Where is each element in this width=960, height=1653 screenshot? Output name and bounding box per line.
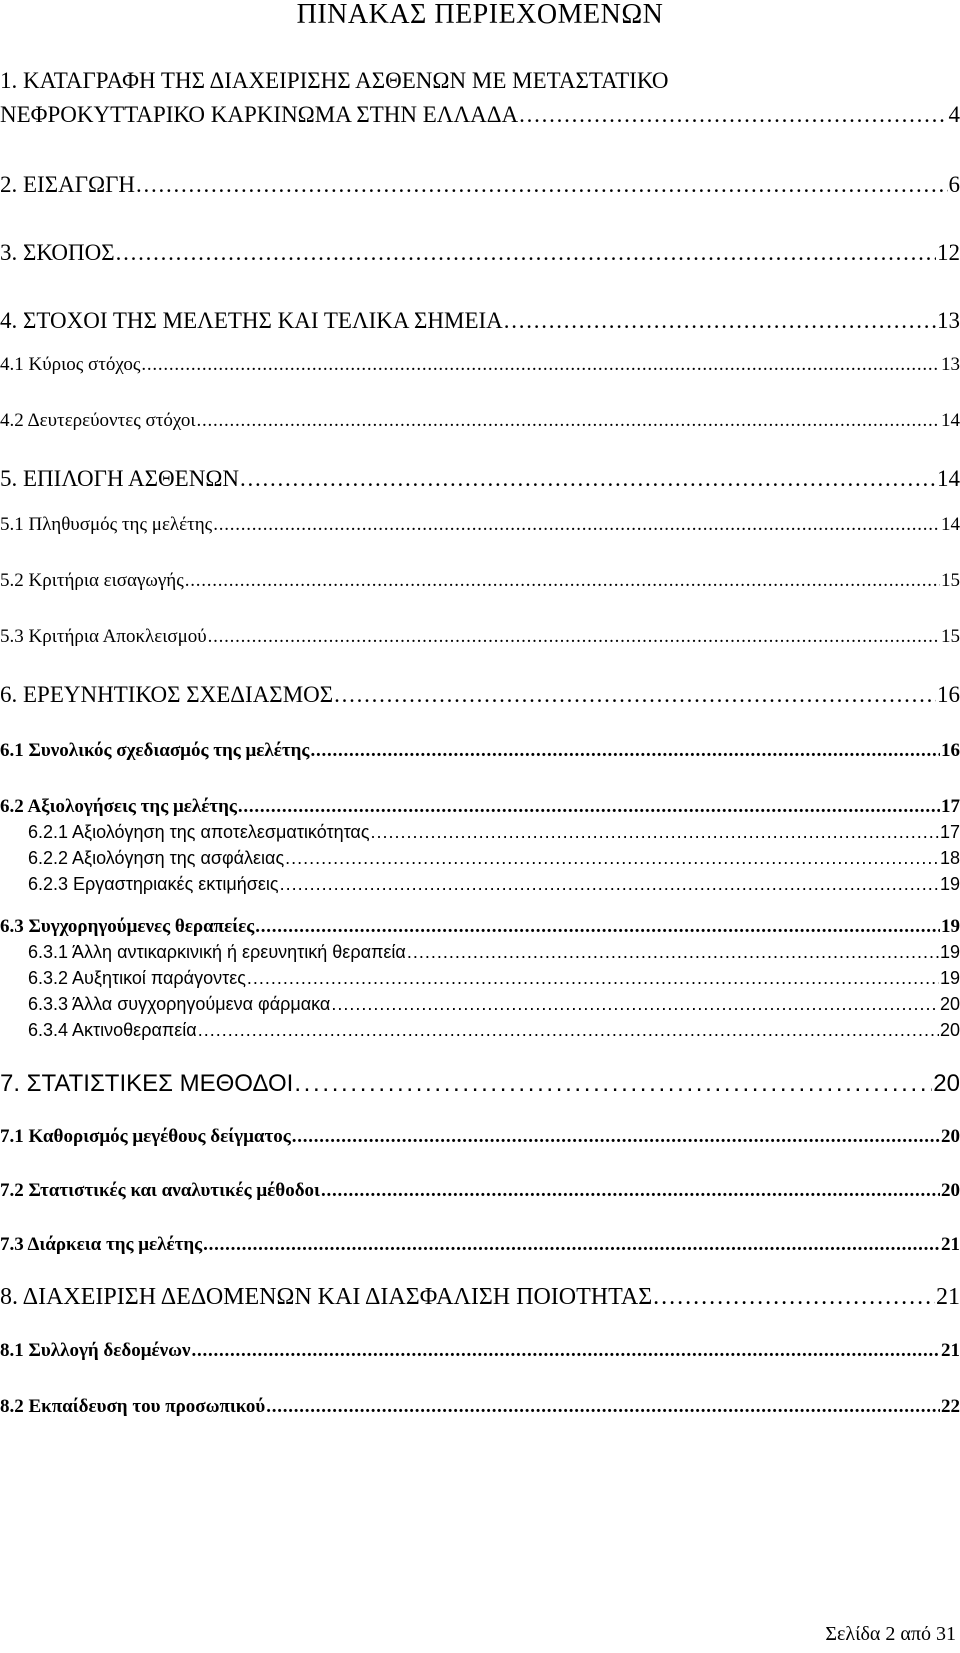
toc-entry-5-1[interactable] [0, 514, 960, 536]
toc-entry-label: 7.1 Καθορισμός μεγέθους δείγματος [0, 1126, 291, 1147]
toc-page-number: 14 [941, 514, 960, 535]
toc-page-number: 19 [941, 916, 960, 937]
toc-page-number: 22 [941, 1396, 960, 1417]
dot-leader [371, 822, 939, 843]
toc-entry-4[interactable] [0, 308, 960, 334]
dot-leader [280, 874, 939, 895]
toc-entry-label: 3. ΣΚΟΠΟΣ [0, 240, 115, 265]
toc-page-number: 6 [948, 172, 960, 197]
toc-entry-label: 7.3 Διάρκεια της μελέτης [0, 1234, 203, 1255]
toc-page-number: 21 [941, 1340, 960, 1361]
toc-page-number: 19 [939, 874, 960, 894]
dot-leader [653, 1284, 935, 1311]
dot-leader [198, 1020, 939, 1041]
dot-leader [197, 410, 940, 432]
toc-entry-label: 2. ΕΙΣΑΓΩΓΗ [0, 172, 136, 197]
toc-page-number: 14 [941, 410, 960, 431]
toc-entry-label: ΝΕΦΡΟΚΥΤΤΑΡΙΚΟ ΚΑΡΚΙΝΩΜΑ ΣΤΗΝ ΕΛΛΑΔΑ [0, 102, 519, 127]
toc-entry-6-2-2[interactable] [28, 848, 960, 869]
toc-page-number: 20 [939, 1020, 960, 1040]
toc-entry-label: 7. ΣΤΑΤΙΣΤΙΚΕΣ ΜΕΘΟΔΟΙ [0, 1070, 294, 1097]
dot-leader [203, 1234, 940, 1256]
toc-entry-label: 6.2.2 Αξιολόγηση της ασφάλειας [28, 848, 285, 868]
toc-page-number: 16 [941, 740, 960, 761]
toc-page-number: 16 [937, 682, 960, 707]
toc-entry-8-1[interactable] [0, 1340, 960, 1362]
toc-entry-label: 6.1 Συνολικός σχεδιασμός της μελέτης [0, 740, 310, 761]
toc-entry-5[interactable] [0, 466, 960, 492]
dot-leader [238, 796, 940, 818]
toc-page-number: 13 [937, 308, 960, 333]
toc-entry-label: 8. ΔΙΑΧΕΙΡΙΣΗ ΔΕΔΟΜΕΝΩΝ ΚΑΙ ΔΙΑΣΦΑΛΙΣΗ ΠΟΙΟΤΗΤΑΣ [0, 1284, 653, 1310]
toc-entry-label: 5.2 Κριτήρια εισαγωγής [0, 570, 184, 591]
toc-entry-6-3[interactable] [0, 916, 960, 938]
toc-entry-6-2-3[interactable] [28, 874, 960, 895]
toc-entry-label: 8.1 Συλλογή δεδομένων [0, 1340, 191, 1361]
toc-entry-4-2[interactable] [0, 410, 960, 432]
toc-page-number: 12 [937, 240, 960, 265]
toc-entry-8-2[interactable] [0, 1396, 960, 1418]
toc-entry-6-3-1[interactable] [28, 942, 960, 963]
toc-entry-7-1[interactable] [0, 1126, 960, 1148]
toc-page-number: 15 [941, 626, 960, 647]
dot-leader [141, 354, 940, 376]
dot-leader [285, 848, 939, 869]
toc-entry-label: 6.3.1 Άλλη αντικαρκινική ή ερευνητική θεραπεία [28, 942, 406, 962]
dot-leader [334, 682, 936, 708]
toc-entry-label: 5. ΕΠΙΛΟΓΗ ΑΣΘΕΝΩΝ [0, 466, 240, 491]
toc-entry-3[interactable] [0, 240, 960, 266]
toc-entry-label: 6.2 Αξιολογήσεις της μελέτης [0, 796, 237, 817]
dot-leader [255, 916, 940, 938]
toc-page-number: 19 [939, 942, 960, 962]
dot-leader [331, 994, 939, 1015]
toc-entry-5-2[interactable] [0, 570, 960, 592]
toc-entry-label: 6.3.3 Άλλα συγχορηγούμενα φάρμακα [28, 994, 331, 1014]
toc-entry-2[interactable] [0, 172, 960, 198]
toc-entry-6-2[interactable] [0, 796, 960, 818]
dot-leader [292, 1126, 940, 1148]
toc-page-number: 13 [941, 354, 960, 375]
toc-entry-1-first-line: 1. ΚΑΤΑΓΡΑΦΗ ΤΗΣ ΔΙΑΧΕΙΡΙΣΗΣ ΑΣΘΕΝΩΝ ΜΕ ΜΕΤΑΣΤΑΤΙΚΟ [0, 68, 669, 93]
toc-entry-7-2[interactable] [0, 1180, 960, 1202]
dot-leader [310, 740, 940, 762]
toc-entry-7-3[interactable] [0, 1234, 960, 1256]
toc-entry-6-3-2[interactable] [28, 968, 960, 989]
toc-entry-8[interactable] [0, 1284, 960, 1311]
toc-page-number: 4 [948, 102, 960, 127]
dot-leader [240, 466, 936, 492]
toc-entry-label: 5.3 Κριτήρια Αποκλεισμού [0, 626, 207, 647]
dot-leader [294, 1070, 932, 1098]
toc-entry-label: 7.2 Στατιστικές και αναλυτικές μέθοδοι [0, 1180, 320, 1201]
dot-leader [407, 942, 939, 963]
dot-leader [519, 102, 947, 128]
dot-leader [504, 308, 936, 334]
dot-leader [185, 570, 940, 592]
toc-page-number: 20 [941, 1126, 960, 1147]
toc-page-number: 20 [939, 994, 960, 1014]
toc-entry-6-3-4[interactable] [28, 1020, 960, 1041]
toc-page-number: 17 [939, 822, 960, 842]
toc-entry-label: 4. ΣΤΟΧΟΙ ΤΗΣ ΜΕΛΕΤΗΣ ΚΑΙ ΤΕΛΙΚΑ ΣΗΜΕΙΑ [0, 308, 503, 333]
dot-leader [191, 1340, 940, 1362]
toc-entry-label: 8.2 Εκπαίδευση του προσωπικού [0, 1396, 266, 1417]
toc-page-number: 21 [936, 1284, 960, 1310]
toc-entry-label: 6.2.3 Εργαστηριακές εκτιμήσεις [28, 874, 279, 894]
toc-page-number: 15 [941, 570, 960, 591]
toc-entry-label: 6.3 Συγχορηγούμενες θεραπείες [0, 916, 255, 937]
toc-page-number: 14 [937, 466, 960, 491]
toc-entry-7[interactable] [0, 1070, 960, 1098]
toc-entry-6-1[interactable] [0, 740, 960, 762]
dot-leader [136, 172, 947, 198]
toc-entry-label: 6. ΕΡΕΥΝΗΤΙΚΟΣ ΣΧΕΔΙΑΣΜΟΣ [0, 682, 334, 707]
toc-page-number: 20 [933, 1070, 960, 1097]
page-title: ΠΙΝΑΚΑΣ ΠΕΡΙΕΧΟΜΕΝΩΝ [296, 0, 664, 30]
dot-leader [321, 1180, 940, 1202]
toc-entry-label: 4.2 Δευτερεύοντες στόχοι [0, 410, 196, 431]
toc-page-number: 19 [939, 968, 960, 988]
toc-page-number: 21 [941, 1234, 960, 1255]
toc-entry-label: 5.1 Πληθυσμός της μελέτης [0, 514, 213, 535]
dot-leader [213, 514, 940, 536]
toc-entry-5-3[interactable] [0, 626, 960, 648]
dot-leader [208, 626, 940, 648]
toc-page-number: 17 [941, 796, 960, 817]
toc-entry-label: 6.3.2 Αυξητικοί παράγοντες [28, 968, 246, 988]
dot-leader [266, 1396, 940, 1418]
toc-entry-4-1[interactable] [0, 354, 960, 376]
dot-leader [116, 240, 936, 266]
toc-entry-label: 6.3.4 Ακτινοθεραπεία [28, 1020, 197, 1040]
toc-entry-6-2-1[interactable] [28, 822, 960, 843]
toc-page-number: 20 [941, 1180, 960, 1201]
toc-entry-label: 6.2.1 Αξιολόγηση της αποτελεσματικότητας [28, 822, 370, 842]
dot-leader [247, 968, 939, 989]
toc-entry-6[interactable] [0, 682, 960, 708]
toc-page-number: 18 [939, 848, 960, 868]
page-footer: Σελίδα 2 από 31 [825, 1623, 956, 1645]
toc-entry-label: 4.1 Κύριος στόχος [0, 354, 141, 375]
toc-entry-1[interactable] [0, 102, 960, 128]
toc-entry-6-3-3[interactable] [28, 994, 960, 1015]
